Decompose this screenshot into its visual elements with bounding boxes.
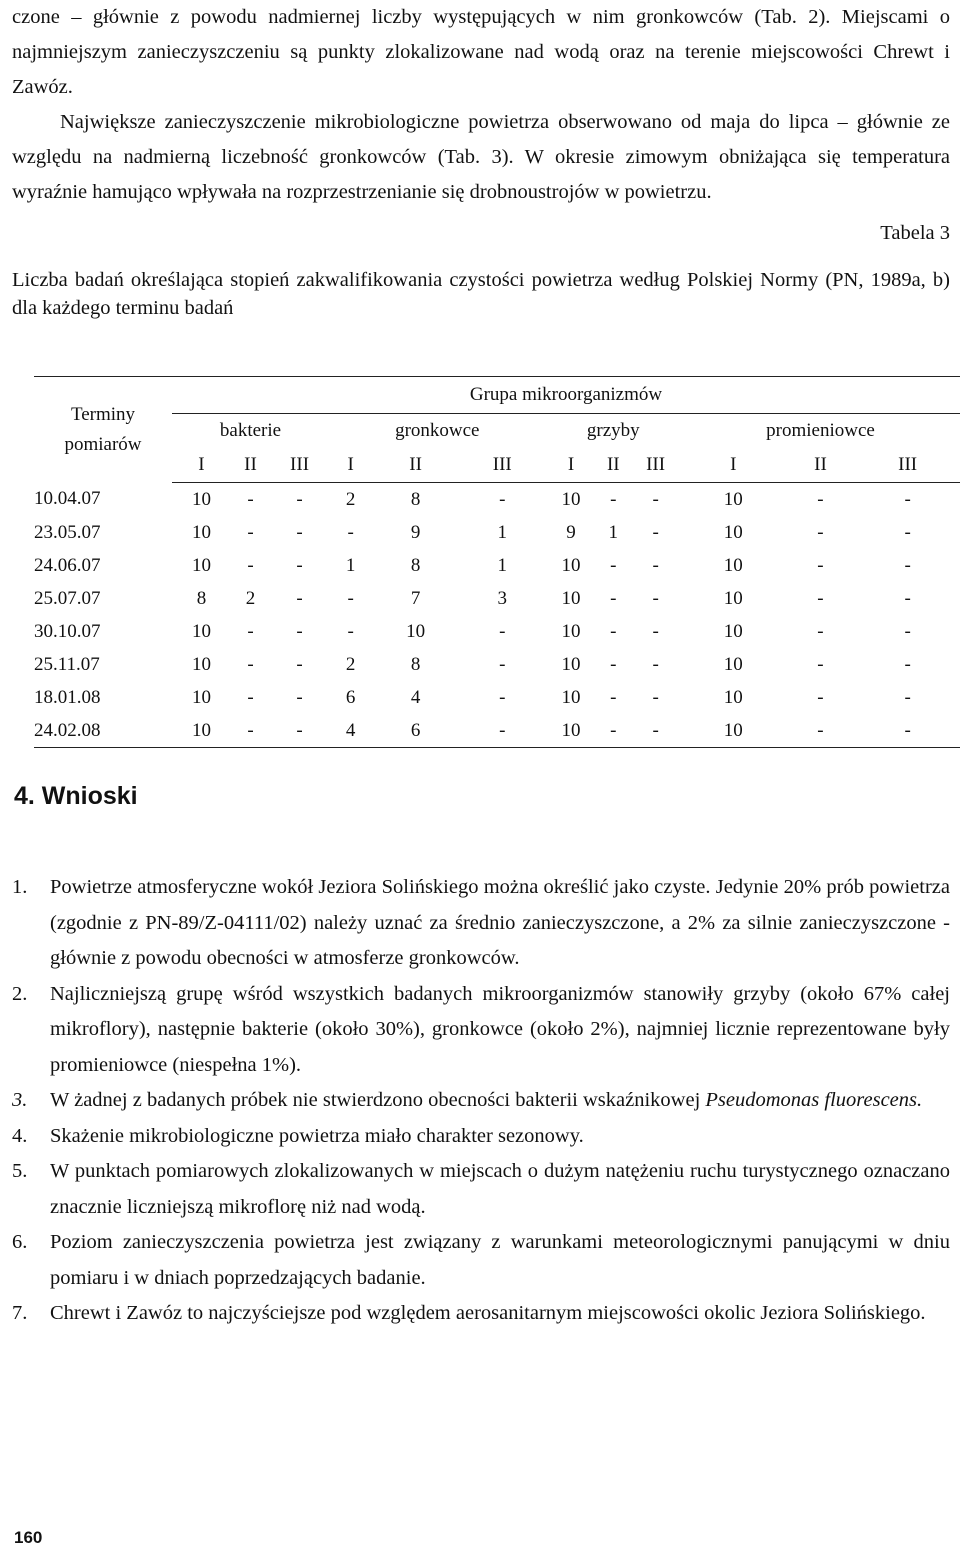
value-cell: 8 — [410, 488, 421, 510]
value-cell: - — [296, 554, 303, 576]
value-cell: - — [247, 653, 254, 675]
class-header: II — [231, 448, 270, 483]
conclusion-item — [12, 870, 950, 977]
value-cell: - — [610, 686, 617, 708]
value-cell: - — [610, 554, 617, 576]
value-cell: - — [817, 620, 824, 642]
class-header: III — [270, 448, 329, 483]
value-cell: 10 — [723, 653, 743, 675]
class-header: II — [596, 448, 630, 483]
terminy-header-line-2: pomiarów — [64, 433, 142, 455]
value-cell: - — [817, 653, 824, 675]
conclusion-text: Najliczniejszą grupę wśród wszystkich badanych mikroorganizmów stanowiły grzyby (około 67% całej mikroflory), następnie bakterie (około 30%), gronkowce (około 2%), najmniej licznie reprezentowane były promieniowce (niespełna 1%). — [50, 982, 950, 1076]
value-cell: - — [817, 686, 824, 708]
value-cell: 3 — [497, 587, 508, 609]
table-body — [34, 483, 960, 748]
conclusion-item — [12, 1083, 950, 1119]
value-cell: - — [347, 521, 354, 543]
value-cell: 10 — [561, 587, 581, 609]
value-cell: 9 — [410, 521, 421, 543]
terminy-header — [34, 377, 172, 483]
date-cell: 25.07.07 — [34, 587, 101, 609]
value-cell: 10 — [191, 620, 211, 642]
value-cell: - — [247, 686, 254, 708]
value-cell: - — [652, 587, 659, 609]
value-cell: - — [499, 620, 506, 642]
value-cell: 10 — [406, 620, 426, 642]
table-label: Tabela 3 — [880, 222, 950, 244]
value-cell: - — [652, 620, 659, 642]
value-cell: - — [296, 587, 303, 609]
conclusion-item — [12, 1296, 950, 1332]
intro-paragraph-1: czone – głównie z powodu nadmiernej liczby występujących w nim gronkowców (Tab. 2). Miejscami o najmniejszym zanieczyszczeniu są punkty zlokalizowane nad wodą oraz na terenie miejscowości Chrewt i Zawóz. — [12, 6, 950, 98]
value-cell: 10 — [723, 587, 743, 609]
value-cell: 10 — [191, 653, 211, 675]
group-grzyby: grzyby — [586, 420, 640, 441]
conclusion-item — [12, 977, 950, 1084]
value-cell: - — [231, 714, 270, 748]
value-cell: - — [499, 686, 506, 708]
data-table — [34, 376, 960, 748]
value-cell: - — [347, 620, 354, 642]
value-cell: 4 — [329, 714, 372, 748]
value-cell: - — [347, 587, 354, 609]
conclusion-number: 7. — [12, 1302, 28, 1324]
class-header: I — [546, 448, 597, 483]
table-row — [34, 648, 960, 681]
conclusion-item — [12, 1225, 950, 1296]
date-cell: 23.05.07 — [34, 521, 101, 543]
value-cell: - — [817, 521, 824, 543]
table-row — [34, 615, 960, 648]
group-header: Grupa mikroorganizmów — [172, 377, 960, 414]
class-header: III — [630, 448, 681, 483]
value-cell: - — [855, 714, 960, 748]
conclusion-number: 3. — [12, 1089, 28, 1111]
value-cell: - — [499, 488, 506, 510]
conclusion-item — [12, 1154, 950, 1225]
value-cell: - — [247, 521, 254, 543]
class-header: I — [681, 448, 786, 483]
value-cell: 10 — [723, 686, 743, 708]
value-cell: 7 — [410, 587, 421, 609]
value-cell: - — [247, 620, 254, 642]
value-cell: 10 — [723, 620, 743, 642]
section-heading: 4. Wnioski — [14, 782, 138, 810]
table-row — [34, 714, 960, 748]
conclusion-text: Skażenie mikrobiologiczne powietrza miało charakter sezonowy. — [50, 1124, 584, 1147]
value-cell: - — [652, 521, 659, 543]
conclusion-text: W punktach pomiarowych zlokalizowanych w miejscach o dużym natężeniu ruchu turystycznego oznaczano znacznie liczniejszą mikroflorę niż nad wodą. — [50, 1160, 950, 1218]
date-cell: 10.04.07 — [34, 488, 101, 510]
conclusion-text: W żadnej z badanych próbek nie stwierdzono obecności bakterii wskaźnikowej — [50, 1089, 706, 1111]
value-cell: - — [499, 653, 506, 675]
class-header: II — [786, 448, 856, 483]
value-cell: - — [630, 714, 681, 748]
value-cell: - — [652, 686, 659, 708]
conclusions-list — [12, 870, 950, 1332]
conclusion-text: Poziom zanieczyszczenia powietrza jest związany z warunkami meteorologicznymi panującymi w dniu pomiaru i w dniach poprzedzających badanie. — [50, 1231, 950, 1289]
date-cell: 24.02.08 — [34, 714, 172, 748]
value-cell: 2 — [345, 488, 356, 510]
class-header: III — [855, 448, 960, 483]
value-cell: 8 — [410, 554, 421, 576]
value-cell: - — [652, 554, 659, 576]
value-cell: 1 — [497, 554, 508, 576]
value-cell: - — [904, 686, 911, 708]
value-cell: 10 — [723, 554, 743, 576]
date-cell: 30.10.07 — [34, 620, 101, 642]
value-cell: 10 — [191, 686, 211, 708]
table-caption: Liczba badań określająca stopień zakwalifikowania czystości powietrza według Polskiej Normy (PN, 1989a, b) dla każdego terminu badań — [12, 269, 950, 319]
conclusion-number: 1. — [12, 876, 28, 898]
date-cell: 25.11.07 — [34, 653, 100, 675]
value-cell: - — [296, 620, 303, 642]
value-cell: - — [652, 488, 659, 510]
value-cell: - — [904, 587, 911, 609]
value-cell: - — [270, 714, 329, 748]
value-cell: 4 — [410, 686, 421, 708]
table-row — [34, 483, 960, 517]
value-cell: 6 — [372, 714, 459, 748]
class-header: II — [372, 448, 459, 483]
value-cell: 1 — [608, 521, 619, 543]
value-cell: - — [296, 686, 303, 708]
value-cell: 10 — [191, 488, 211, 510]
value-cell: 10 — [546, 714, 597, 748]
group-bakterie: bakterie — [219, 420, 282, 441]
date-cell: 24.06.07 — [34, 554, 101, 576]
group-promieniowce: promieniowce — [766, 420, 875, 441]
conclusion-number: 6. — [12, 1231, 28, 1253]
value-cell: - — [247, 554, 254, 576]
value-cell: 1 — [497, 521, 508, 543]
value-cell: - — [817, 554, 824, 576]
conclusion-item — [12, 1119, 950, 1155]
value-cell: - — [904, 653, 911, 675]
table-row — [34, 516, 960, 549]
value-cell: - — [296, 488, 303, 510]
table-row — [34, 549, 960, 582]
value-cell: - — [296, 653, 303, 675]
value-cell: - — [610, 653, 617, 675]
value-cell: 8 — [196, 587, 207, 609]
conclusion-number: 5. — [12, 1160, 28, 1182]
value-cell: - — [610, 587, 617, 609]
value-cell: - — [904, 521, 911, 543]
value-cell: 6 — [345, 686, 356, 708]
species-name: Pseudomonas fluorescens. — [705, 1089, 923, 1111]
page-number: 160 — [14, 1528, 43, 1547]
value-cell: 10 — [681, 714, 786, 748]
conclusion-number: 4. — [12, 1124, 28, 1147]
value-cell: - — [247, 488, 254, 510]
value-cell: - — [904, 488, 911, 510]
value-cell: - — [296, 521, 303, 543]
value-cell: 10 — [561, 488, 581, 510]
value-cell: 8 — [410, 653, 421, 675]
value-cell: - — [904, 620, 911, 642]
class-row — [34, 448, 960, 483]
value-cell: - — [459, 714, 546, 748]
conclusion-text: Powietrze atmosferyczne wokół Jeziora Solińskiego można określić jako czyste. Jedynie 20% prób powietrza (zgodnie z PN-89/Z-04111/02) należy uznać za średnio zanieczyszczone, a 2% za silnie zanieczyszczone - głównie z powodu obecności w atmosferze gronkowców. — [50, 876, 950, 969]
value-cell: - — [817, 488, 824, 510]
value-cell: 2 — [245, 587, 256, 609]
value-cell: 2 — [345, 653, 356, 675]
value-cell: 10 — [561, 653, 581, 675]
page-content — [12, 0, 950, 322]
value-cell: 1 — [345, 554, 356, 576]
value-cell: - — [596, 714, 630, 748]
conclusion-text: Chrewt i Zawóz to najczyściejsze pod względem aerosanitarnym miejscowości okolic Jeziora Solińskiego. — [50, 1302, 926, 1324]
value-cell: 9 — [566, 521, 576, 543]
value-cell: - — [904, 554, 911, 576]
class-header: III — [459, 448, 546, 483]
value-cell: 10 — [561, 554, 581, 576]
table-row — [34, 582, 960, 615]
value-cell: 10 — [191, 521, 211, 543]
value-cell: 10 — [561, 686, 581, 708]
value-cell: - — [786, 714, 856, 748]
class-header: I — [329, 448, 372, 483]
class-header: I — [172, 448, 231, 483]
value-cell: 10 — [191, 554, 211, 576]
value-cell: 10 — [723, 521, 743, 543]
date-cell: 18.01.08 — [34, 686, 101, 708]
conclusion-number: 2. — [12, 982, 28, 1005]
table-row — [34, 681, 960, 714]
value-cell: 10 — [723, 488, 743, 510]
value-cell: - — [652, 653, 659, 675]
value-cell: - — [610, 488, 617, 510]
group-gronkowce: gronkowce — [395, 420, 480, 441]
value-cell: - — [610, 620, 617, 642]
value-cell: - — [817, 587, 824, 609]
value-cell: 10 — [172, 714, 231, 748]
value-cell: 10 — [561, 620, 581, 642]
intro-paragraph-2: Największe zanieczyszczenie mikrobiologiczne powietrza obserwowano od maja do lipca – głównie ze względu na nadmierną liczebność gronkowców (Tab. 3). W okresie zimowym obniżająca się temperatura wyraźnie hamująco wpływała na rozprzestrzenianie się drobnoustrojów w powietrzu. — [12, 111, 950, 203]
terminy-header-line-1: Terminy — [70, 403, 136, 425]
